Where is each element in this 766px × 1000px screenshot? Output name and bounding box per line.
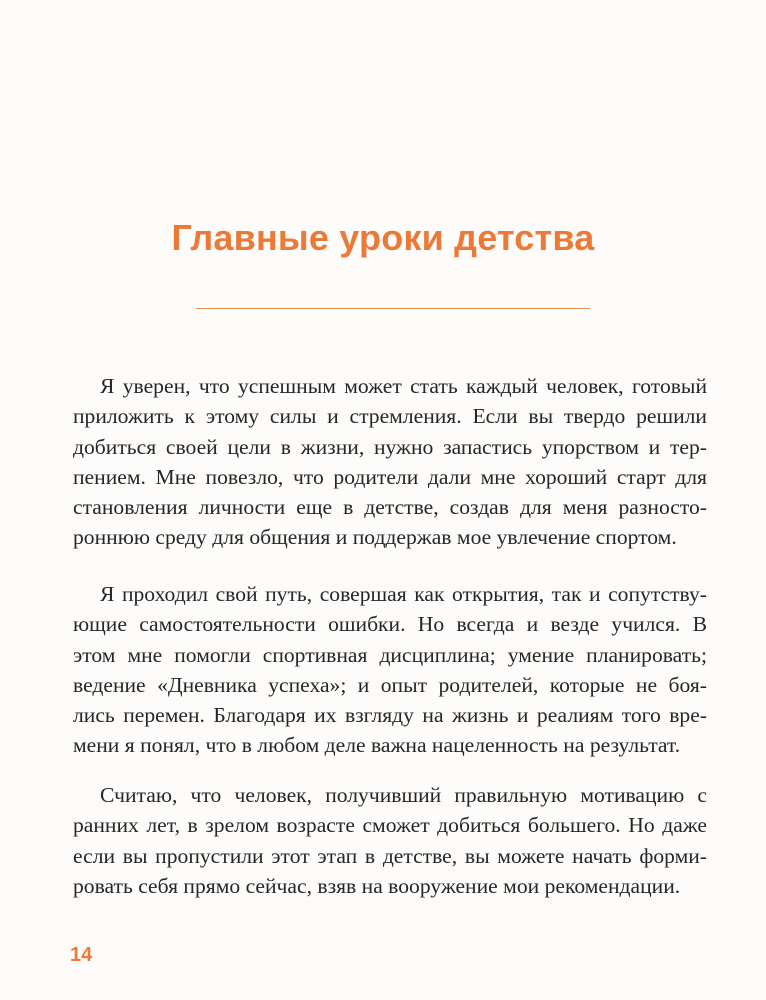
page-number: 14 xyxy=(70,944,93,966)
paragraph-line: ранних лет, в зрелом возрасте сможет добиться большего. Но даже xyxy=(73,813,707,838)
title-divider xyxy=(196,308,590,309)
paragraph-line: ведение «Дневника успеха»; и опыт родителей, которые не боя- xyxy=(73,672,707,697)
paragraph-line: ровать себя прямо сейчас, взяв на вооружение мои рекомендации. xyxy=(73,873,681,898)
paragraph-line: этом мне помогли спортивная дисциплина; умение планировать; xyxy=(73,642,707,667)
paragraph-line: лись перемен. Благодаря их взгляду на жизнь и реалиям того вре- xyxy=(73,703,707,728)
paragraph-line: ющие самостоятельности ошибки. Но всегда и везде учился. В xyxy=(73,612,707,637)
paragraph-1 xyxy=(73,371,707,553)
paragraph-line: Я уверен, что успешным может стать каждый человек, готовый xyxy=(100,374,707,398)
paragraph-2 xyxy=(73,579,707,761)
paragraph-line: пением. Мне повезло, что родители дали мне хороший старт для xyxy=(73,464,707,489)
paragraph-line: добиться своей цели в жизни, нужно запастись упорством и тер- xyxy=(73,434,707,459)
paragraph-line: роннюю среду для общения и поддержав мое увлечение спортом. xyxy=(73,525,677,550)
paragraph-line: если вы пропустили этот этап в детстве, вы можете начать форми- xyxy=(73,843,707,868)
paragraph-line: становления личности еще в детстве, создав для меня разносто- xyxy=(73,495,707,520)
paragraph-3 xyxy=(73,780,707,901)
paragraph-line: приложить к этому силы и стремления. Если вы твердо решили xyxy=(73,404,707,429)
paragraph-line: мени я понял, что в любом деле важна нацеленность на результат. xyxy=(73,733,681,758)
paragraph-line: Я проходил свой путь, совершая как открытия, так и сопутству- xyxy=(100,582,707,606)
chapter-title: Главные уроки детства xyxy=(171,217,595,258)
paragraph-line: Считаю, что человек, получивший правильную мотивацию с xyxy=(100,783,707,807)
